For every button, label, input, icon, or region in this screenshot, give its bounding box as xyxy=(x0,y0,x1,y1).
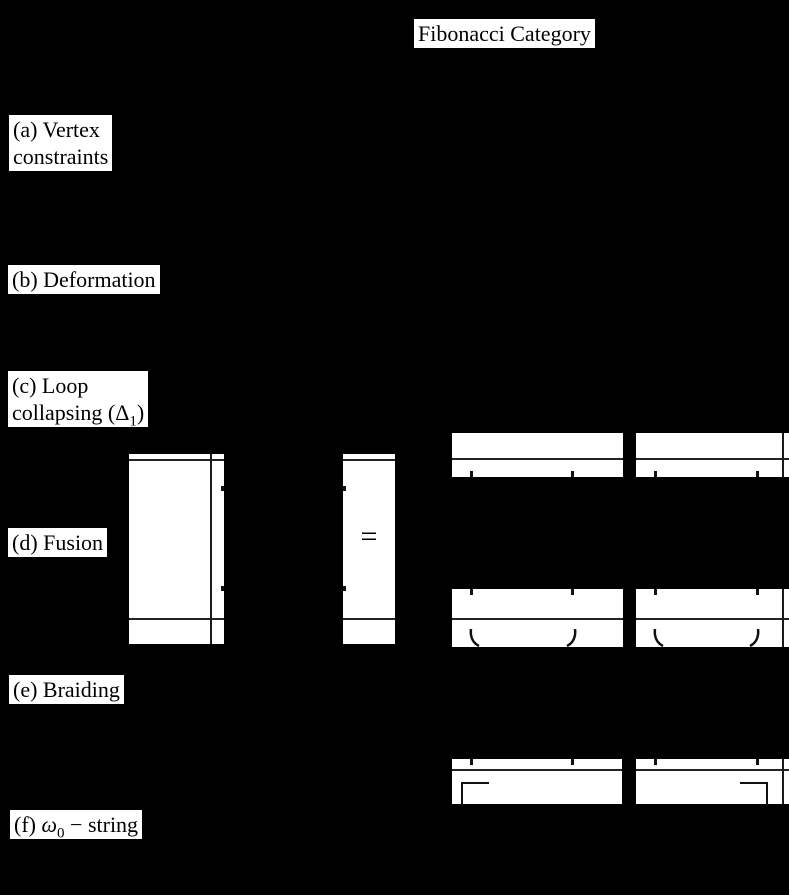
cup-curve-left xyxy=(655,629,663,646)
cup-curve-right xyxy=(750,629,758,646)
string-tick xyxy=(571,471,574,477)
cup-curve-left xyxy=(471,629,479,646)
row-label-c-loop-collapsing xyxy=(8,371,148,430)
string-tick xyxy=(470,589,473,595)
string-tick xyxy=(654,759,657,765)
string-tick xyxy=(571,759,574,765)
string-tick xyxy=(221,486,224,491)
figure-title-text: Fibonacci Category xyxy=(418,21,591,46)
string-tick xyxy=(571,589,574,595)
row-label-a-line2: constraints xyxy=(13,144,109,169)
cup-curves xyxy=(452,629,623,647)
lattice-hline xyxy=(452,458,623,460)
string-tick xyxy=(470,759,473,765)
lattice-right-vline xyxy=(782,759,784,804)
omega-string-left-panel xyxy=(452,759,622,804)
fusion-upper-left-panel xyxy=(452,433,623,477)
figure-title xyxy=(414,19,595,48)
row-label-f-omega-string xyxy=(10,810,142,842)
fusion-lower-right-panel xyxy=(636,589,789,647)
row-label-c-line2-pre: collapsing (Δ xyxy=(12,400,130,425)
omega-string-right-panel xyxy=(636,759,789,804)
lattice-hline xyxy=(636,618,789,620)
lattice-bottom-hline xyxy=(343,618,395,620)
row-label-a-vertex-constraints xyxy=(9,115,112,171)
row-label-c-line2-sub: 1 xyxy=(129,413,137,430)
cup-curve-right xyxy=(567,629,575,646)
omega-symbol: ω xyxy=(41,812,58,837)
lattice-hline xyxy=(636,458,789,460)
row-label-f-pre: (f) xyxy=(14,812,42,837)
plaquette-divider-vline xyxy=(210,454,212,644)
equals-sign: = xyxy=(360,520,378,553)
row-label-f-sub: 0 xyxy=(57,825,65,842)
lattice-right-vline xyxy=(782,433,784,477)
row-label-c-line2-post: ) xyxy=(136,400,145,425)
row-label-c-line2 xyxy=(12,399,145,430)
string-tick xyxy=(756,471,759,477)
row-label-f-post: − string xyxy=(64,812,139,837)
omega-corner-mark-right xyxy=(740,782,768,806)
string-tick xyxy=(654,471,657,477)
fusion-lower-left-panel xyxy=(452,589,623,647)
lattice-hline xyxy=(452,618,623,620)
lattice-top-hline xyxy=(343,459,395,461)
string-tick xyxy=(343,486,346,491)
row-label-e-text: (e) Braiding xyxy=(13,677,120,702)
fusion-left-diagram-panel xyxy=(129,454,224,644)
fusion-equals-panel xyxy=(343,454,395,644)
row-label-a-line1: (a) Vertex xyxy=(13,117,100,142)
row-label-c-line1: (c) Loop xyxy=(12,373,89,398)
row-label-d-fusion xyxy=(8,528,107,557)
omega-corner-mark-left xyxy=(461,782,489,806)
row-label-e-braiding xyxy=(9,675,124,704)
string-tick xyxy=(756,589,759,595)
row-label-d-text: (d) Fusion xyxy=(12,530,104,555)
row-label-b-deformation xyxy=(8,265,160,294)
string-tick xyxy=(343,586,346,591)
lattice-hline xyxy=(452,769,622,771)
lattice-hline xyxy=(636,769,789,771)
row-label-b-text: (b) Deformation xyxy=(12,267,156,292)
string-tick xyxy=(470,471,473,477)
string-tick xyxy=(654,589,657,595)
cup-curves xyxy=(636,629,789,647)
fusion-upper-right-panel xyxy=(636,433,789,477)
string-tick xyxy=(221,586,224,591)
string-tick xyxy=(756,759,759,765)
